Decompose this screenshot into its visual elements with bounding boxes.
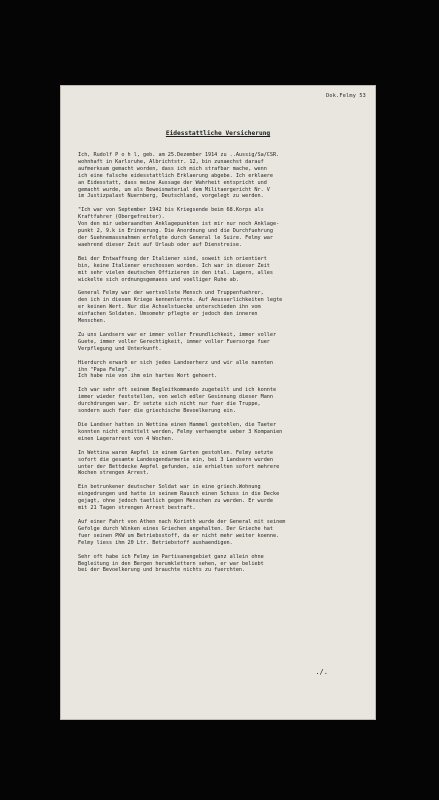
text-line: gejagt, ohne jedoch taetlich gegen Menschen zu werden. Er wurde	[78, 498, 273, 505]
text-line: immer wieder feststellen, von welch edler Gesinnung dieser Mann	[78, 394, 273, 401]
paragraph	[78, 207, 362, 248]
paragraph	[78, 152, 362, 200]
text-line: Ein betrunkener deutscher Soldat war in eine griech.Wohnung	[78, 484, 261, 491]
document-title: Eidesstattliche Versicherung	[165, 130, 271, 137]
text-line: gemacht wurde, um als Beweismaterial dem Militaergericht Nr. V	[78, 186, 270, 193]
text-line: Begleitung in den Bergen herumklettern sehen, er war beliebt	[78, 560, 264, 567]
text-line: wohnhaft in Karlsruhe, Albrichtstr. 12, bin zunaechst darauf	[78, 158, 264, 165]
paragraph	[78, 332, 362, 353]
text-line: aufmerksam gemacht worden, dass ich mich strafbar mache, wenn	[78, 165, 267, 172]
text-line: bei der Bevoelkerung und brauchte nichts zu fuerchten.	[78, 567, 246, 574]
text-line: "Ich war von September 1942 bis Kriegsende beim 68.Korps als	[78, 207, 264, 214]
text-line: konnten nicht ermittelt werden, Felmy verhaengte ueber 3 Kompanien	[78, 428, 283, 435]
text-line: Kraftfahrer (Obergefreiter).	[78, 214, 165, 221]
text-line: Menschen.	[78, 318, 106, 325]
document-reference: Dok.Felmy 53	[326, 93, 366, 99]
text-line: fuer seinen PKW um Betriebsstoff, da er nicht mehr weiter koenne.	[78, 532, 280, 539]
text-line: einen Lagerarrest von 4 Wochen.	[78, 435, 174, 442]
text-line: Bei der Entwaffnung der Italiener sind, soweit ich orientiert	[78, 255, 267, 262]
text-line: Guete, immer voller Gerechtigkeit, immer voller Fuersorge fuer	[78, 338, 270, 345]
text-line: den ich in diesem Kriege kennenlernte. Auf Aeusserlichkeiten legte	[78, 297, 283, 304]
text-line: wickelte sich ordnungsgemaess und voelliger Ruhe ab.	[78, 276, 239, 283]
text-line: sondern auch fuer die griechische Bevoelkerung ein.	[78, 408, 236, 415]
text-line: bin, keine Italiener erschossen worden. Ich war in dieser Zeit	[78, 262, 270, 269]
document-body	[78, 152, 362, 581]
text-line: eingedrungen und hatte in seinem Rausch einen Schuss in die Decke	[78, 491, 280, 498]
paragraph	[78, 290, 362, 325]
text-line: ihn "Papa Felmy".	[78, 366, 131, 373]
paragraph	[78, 519, 362, 547]
paragraph	[78, 554, 362, 575]
text-line: punkt 2, 9.k in Erinnerung. Die Anordnung und die Durchfuehrung	[78, 228, 273, 235]
text-line: der Suehnemassnahmen erfolgte durch General le Suire. Felmy war	[78, 234, 273, 241]
text-line: im Justizpalast Nuernberg, Deutschland, vorgelegt zu werden.	[78, 193, 264, 200]
text-line: Ich habe nie von ihm ein hartes Wort gehoert.	[78, 373, 218, 380]
text-line: Felmy liess ihm 20 Ltr. Betriebstoff aushaendigen.	[78, 539, 233, 546]
text-line: Verpflegung und Unterkunft.	[78, 345, 162, 352]
paragraph	[78, 360, 362, 381]
document-page	[60, 85, 376, 720]
text-line: sofort die gesamte Landesgendarmerie ein, bei 3 Landsern wurden	[78, 456, 273, 463]
text-line: durchdrungen war. Er setzte sich nicht nur fuer die Truppe,	[78, 401, 261, 408]
paragraph	[78, 450, 362, 478]
paragraph	[78, 387, 362, 415]
text-line: einfachen Soldaten. Umsomehr pflegte er jedoch den inneren	[78, 311, 258, 318]
text-line: Zu uns Landsern war er immer voller Freundlichkeit, immer voller	[78, 331, 277, 338]
text-line: an Eidesstatt, dass meine Aussage der Wahrheit entspricht und	[78, 179, 267, 186]
text-line: unter der Bettdecke Aepfel gefunden, sie erhielten sofort mehrere	[78, 463, 280, 470]
text-line: waehrend dieser Zeit auf Urlaub oder auf Dienstreise.	[78, 241, 243, 248]
signature-mark: ./.	[315, 668, 328, 676]
paragraph	[78, 422, 362, 443]
text-line: In Wettina waren Aepfel in einem Garten gestohlen. Felmy setzte	[78, 449, 273, 456]
text-line: Hierdurch erwarb er sich jedes Landserherz und wir alle nannten	[78, 359, 273, 366]
text-line: Die Landser hatten in Wettina einen Hammel gestohlen, die Taeter	[78, 422, 277, 428]
text-line: General Felmy war der wertvollste Mensch und Truppenfuehrer,	[78, 290, 264, 297]
text-line: Gefolge durch Winken eines Griechen angehalten. Der Grieche hat	[78, 525, 273, 532]
text-line: Sehr oft habe ich Felmy im Partisanengebiet ganz allein ohne	[78, 553, 264, 560]
paragraph	[78, 256, 362, 284]
text-line: mit sehr vielen deutschen Offizieren in den ital. Lagern, alles	[78, 269, 273, 276]
text-line: Wochen strengen Arrest.	[78, 470, 150, 477]
text-line: Ich war sehr oft seinem Begleitkommando zugeteilt und ich konnte	[78, 387, 277, 394]
paragraph	[78, 484, 362, 512]
text-line: ich eine falsche eidesstattlich Erklaerung abgebe. Ich erklaere	[78, 172, 273, 179]
text-line: Von den mir ueberaandten Anklagepunkten ist mir nur noch Anklage-	[78, 221, 280, 228]
text-line: er keinen Wert. Nur die Achselstuecke unterschieden ihn vom	[78, 304, 261, 311]
text-line: mit 21 Tagen strengen Arrest bestraft.	[78, 505, 196, 512]
text-line: Auf einer Fahrt von Athen nach Korinth wurde der General mit seinem	[78, 518, 286, 525]
text-line: Ich, Rudolf P o h l, geb. am 25.Dezember 1914 zu ..Aussig/Sa/CSR.	[78, 152, 280, 158]
